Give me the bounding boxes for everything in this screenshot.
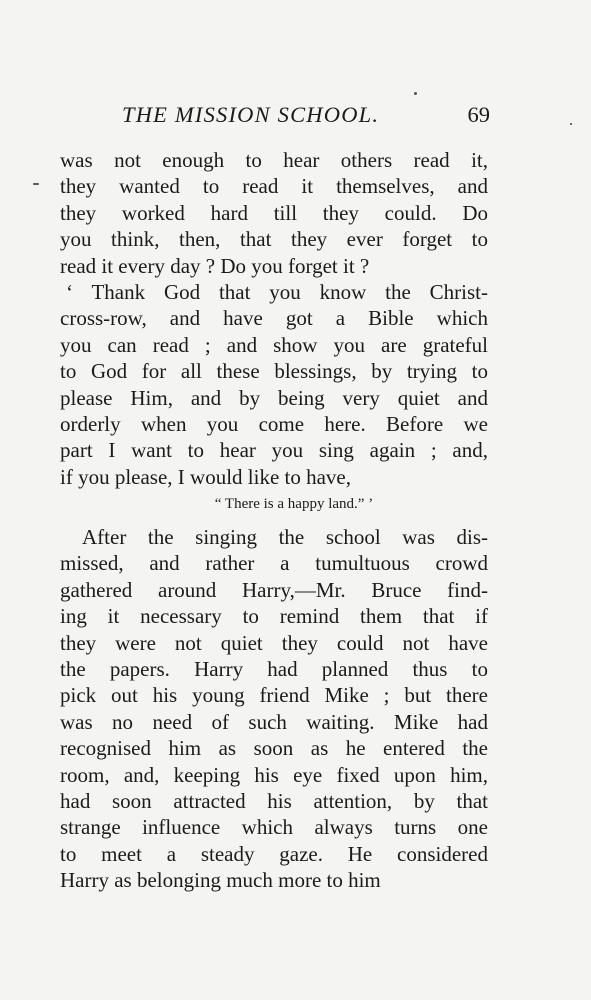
text-line: recognised him as soon as he entered the [60,736,488,761]
text-line: pick out his young friend Mike ; but there [60,683,488,708]
text-line: to meet a steady gaze. He considered [60,841,488,866]
text-line: was no need of such waiting. Mike had [60,709,488,734]
text-line: cross-row, and have got a Bible which [60,306,488,331]
running-header [60,102,490,132]
text-line: if you please, I would like to have, [60,464,352,489]
text-line: strange influence which always turns one [60,815,488,840]
scan-speck [33,183,39,185]
text-line: you think, then, that they ever forget to [60,227,488,252]
text-line: orderly when you come here. Before we [60,411,488,436]
text-line: gathered around Harry,—Mr. Bruce find- [60,577,488,602]
text-line: After the singing the school was dis- [82,525,488,550]
text-line: to God for all these blessings, by trying to [60,359,488,384]
text-line: you can read ; and show you are grateful [60,332,488,357]
text-line: they were not quiet they could not have [60,630,488,655]
text-line: they worked hard till they could. Do [60,200,488,225]
text-line: read it every day ? Do you forget it ? [60,253,370,278]
text-line: ing it necessary to remind them that if [60,604,488,629]
scan-speck [414,92,417,95]
text-line: was not enough to hear others read it, [60,148,488,172]
text-line: the papers. Harry had planned thus to [60,657,488,682]
scan-speck [570,123,572,125]
page-number: 69 [467,102,490,127]
text-line: ‘ Thank God that you know the Christ- [66,279,488,304]
hymn-quote: “ There is a happy land.” ’ [214,496,374,513]
text-line: missed, and rather a tumultuous crowd [60,551,488,576]
text-line: Harry as belonging much more to him [60,868,381,893]
text-line: room, and, keeping his eye fixed upon him, [60,762,488,787]
text-line: part I want to hear you sing again ; and, [60,438,488,463]
running-title: THE MISSION SCHOOL. [122,102,380,127]
text-line: please Him, and by being very quiet and [60,385,488,410]
body-text [60,147,488,894]
text-line: they wanted to read it themselves, and [60,174,488,199]
text-line: had soon attracted his attention, by that [60,788,488,813]
